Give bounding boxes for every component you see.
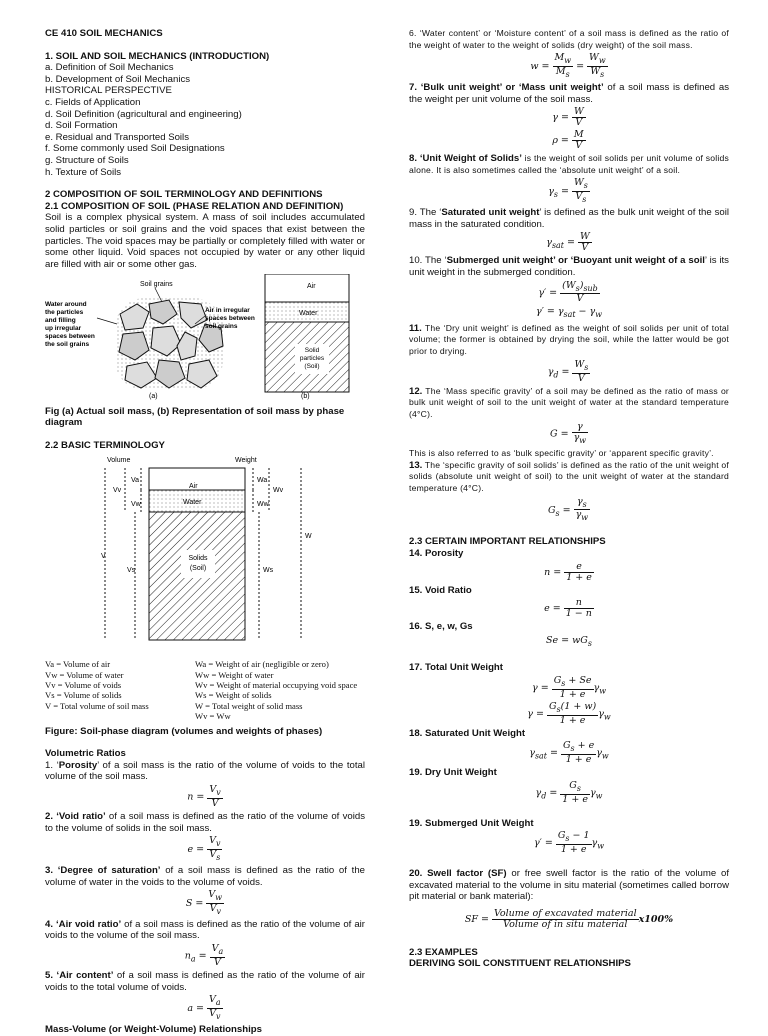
svg-text:and filling: and filling xyxy=(45,317,76,325)
phase-diagram-b xyxy=(265,274,349,400)
svg-text:Solids: Solids xyxy=(188,554,208,562)
svg-text:Wa: Wa xyxy=(257,476,268,484)
water-around-label xyxy=(45,301,95,348)
total-unit-weight-relation-1: γ = $\frac{G_s + Se}{1 + e}$ $\gamma_w$ xyxy=(532,674,606,700)
soil-grains-label: Soil grains xyxy=(140,281,173,289)
water-content-equation: w = $\frac{M_w}{M_s}$ = $\frac{W_w}{W_s}$ xyxy=(530,52,606,79)
section-1-list xyxy=(45,62,365,178)
examples-title: 2.3 EXAMPLES xyxy=(409,946,478,958)
bulk-unit-weight-equation: γ = $\frac{W}{V}$ xyxy=(552,106,584,129)
solids-unit-weight-equation: $\gamma_s$ = $\frac{W_s}{V_s}$ xyxy=(548,177,588,205)
para-12: 12. The ‘Mass specific gravity’ of a soil may be defined as the ratio of mass or bulk unit weight of soil to the unit weight of water at the standard temperature (4°C). xyxy=(409,385,729,419)
soil-mass-figure xyxy=(45,274,365,400)
submerged-equation-1: γ′ = $\frac{(W_s)_{sub}}{V}$ xyxy=(538,279,598,305)
para-12-note: This is also referred to as ‘bulk specific gravity’ or ‘apparent specific gravity’. xyxy=(409,448,714,459)
void-ratio-equation: e = $\frac{V_v}{V_s}$ xyxy=(187,835,221,862)
svg-text:soil grains: soil grains xyxy=(205,323,238,331)
density-equation: ρ = $\frac{M}{V}$ xyxy=(552,129,584,152)
list-item: g. Structure of Soils xyxy=(45,154,129,166)
figure-a-label: (a) xyxy=(149,393,158,401)
svg-text:particles: particles xyxy=(299,355,325,363)
para-8: 8. ‘Unit Weight of Solids’ is the weight of soil solids per unit volume of solids alone. It is also sometimes called the ‘absolute unit weight’ of a soil. xyxy=(409,153,729,175)
svg-text:the soil grains: the soil grains xyxy=(45,341,90,349)
svg-text:W: W xyxy=(305,532,312,540)
air-content-equation: a = $\frac{V_a}{V_v}$ xyxy=(187,994,221,1021)
svg-text:Vw: Vw xyxy=(131,500,141,508)
figure-1-caption: Fig (a) Actual soil mass, (b) Representation of soil mass by phase diagram xyxy=(45,405,345,429)
para-11: 11. The ‘Dry unit weight’ is defined as the weight of soil solids per unit of total volume; the former is obtained by drying the soil, while the latter would be got prior to drying. xyxy=(409,322,729,357)
submerged-relation: γ′ = $\frac{G_s - 1}{1 + e}$ $\gamma_w$ xyxy=(533,830,604,856)
course-title: CE 410 SOIL MECHANICS xyxy=(45,28,163,39)
figure-b-label: (b) xyxy=(301,393,310,401)
section-2-1-title: 2.1 COMPOSITION OF SOIL (PHASE RELATION AND DEFINITION) xyxy=(45,200,344,212)
svg-text:Volume: Volume xyxy=(107,456,131,464)
examples-subtitle: DERIVING SOIL CONSTITUENT RELATIONSHIPS xyxy=(409,958,631,970)
dry-relation: $\gamma_d$ = $\frac{G_s}{1 + e}$ $\gamma_w$ xyxy=(535,779,603,805)
para-10: 10. The ‘Submerged unit weight’ or ‘Buoyant unit weight of a soil’ is its unit weight in the submerged condition. xyxy=(409,255,729,278)
svg-text:Ww: Ww xyxy=(257,500,269,508)
list-item: h. Texture of Soils xyxy=(45,166,122,178)
para-20: 20. Swell factor (SF) or free swell factor is the ratio of the volume of excavated material to the volume in situ material (sometimes called borrow pit material or bank material): xyxy=(409,868,729,903)
para-7: 7. ‘Bulk unit weight’ or ‘Mass unit weight’ of a soil mass is defined as the weight per unit volume of the soil mass. xyxy=(409,81,729,105)
svg-text:spaces between: spaces between xyxy=(45,333,95,341)
list-item: d. Soil Formation xyxy=(45,120,118,132)
svg-text:Air: Air xyxy=(189,482,198,490)
svg-text:V: V xyxy=(101,552,106,560)
ratio-2: 2. ‘Void ratio’ of a soil mass is defined as the ratio of the volume of voids to the volume of solids in the soil mass. xyxy=(45,810,365,834)
air-void-equation: $n_a$ = $\frac{V_a}{V}$ xyxy=(184,943,224,968)
para-6: 6. ‘Water content’ or ‘Moisture content’ of a soil mass is defined as the ratio of the weight of water to the weight of solids (dry weight) of the soil mass. xyxy=(409,28,729,50)
specific-gravity-solids-equation: $G_s$ = $\frac{\gamma_s}{\gamma_w}$ xyxy=(547,495,589,523)
ratio-4: 4. ‘Air void ratio’ of a soil mass is defined as the ratio of the volume of air voids to the volume of the soil mass. xyxy=(45,918,365,942)
ratio-1: 1. ‘Porosity’ of a soil mass is the ratio of the volume of voids to the total volume of the soil mass. xyxy=(45,759,365,783)
svg-text:(Soil): (Soil) xyxy=(189,564,207,572)
svg-text:(Soil): (Soil) xyxy=(304,363,320,371)
dry-unit-weight-equation: $\gamma_d$ = $\frac{W_s}{V}$ xyxy=(547,358,589,384)
water-label: Water xyxy=(299,310,318,318)
saturation-equation: S = $\frac{V_w}{V_v}$ xyxy=(185,889,223,916)
list-item: HISTORICAL PERSPECTIVE xyxy=(45,85,172,97)
heading-19b: 19. Submerged Unit Weight xyxy=(409,817,534,829)
section-2-1-text: Soil is a complex physical system. A mass of soil includes accumulated solid particles or soil grains and the void spaces that exist between the particles. The void spaces may be partially or completely filled with water or some other liquid. Void spaces not occupied by water or any other liquid are filled with air or some other gas. xyxy=(45,212,365,270)
para-9: 9. The ‘Saturated unit weight’ is defined as the bulk unit weight of the soil mass in the saturated condition. xyxy=(409,207,730,230)
section-2-2-title: 2.2 BASIC TERMINOLOGY xyxy=(45,440,165,452)
svg-text:Weight: Weight xyxy=(235,456,257,464)
porosity-relation: n = $\frac{e}{1 + e}$ xyxy=(544,560,592,583)
saturated-unit-weight-equation: $\gamma_{sat}$ = $\frac{W}{V}$ xyxy=(546,231,590,254)
mass-volume-title: Mass-Volume (or Weight-Volume) Relationships xyxy=(45,1023,262,1035)
ratio-5: 5. ‘Air content’ of a soil mass is defined as the ratio of the volume of air voids to the total volume of voids. xyxy=(45,969,365,993)
svg-text:Solid: Solid xyxy=(304,347,320,355)
svg-text:Ws: Ws xyxy=(263,566,274,574)
list-item: b. Development of Soil Mechanics xyxy=(45,73,191,85)
submerged-equation-2: $\gamma' = \gamma_{sat} - \gamma_w$ xyxy=(536,306,602,320)
svg-text:up irregular: up irregular xyxy=(45,325,82,333)
list-item: a. Definition of Soil Mechanics xyxy=(45,62,174,74)
phase-legend: Va = Volume of air Wa = Weight of air (negligible or zero) Vw = Volume of water Ww = Weight of water Vv = Volume of voids Wv = Weight of material occupying void space Vs = Volume of solids Ws = Weight of solids V = Total volume of soil mass W = Total weight of solid mass Wv = Ww xyxy=(45,659,358,722)
svg-text:Vs: Vs xyxy=(127,566,136,574)
list-item: e. Residual and Transported Soils xyxy=(45,131,189,143)
section-2-3-title: 2.3 CERTAIN IMPORTANT RELATIONSHIPS xyxy=(409,536,606,548)
svg-text:Air in irregular: Air in irregular xyxy=(205,307,250,315)
porosity-equation: n = $\frac{V_v}{V}$ xyxy=(187,784,221,809)
ratio-3: 3. ‘Degree of saturation’ of a soil mass is defined as the ratio of the volume of water in the voids to the volume of voids. xyxy=(45,864,365,888)
heading-18: 18. Saturated Unit Weight xyxy=(409,727,526,739)
void-ratio-relation: e = $\frac{n}{1 - n}$ xyxy=(544,597,592,620)
list-item: c. Fields of Application xyxy=(45,96,141,108)
soil-phase-diagram xyxy=(45,454,365,654)
para-13: 13. The ‘specific gravity of soil solids’ is defined as the ratio of the unit weight of solids (absolute unit weight of soil) to the unit weight of water at the standard temperature (4°C). xyxy=(409,459,729,493)
svg-text:Vv: Vv xyxy=(113,486,122,494)
list-item: d. Soil Definition (agricultural and engineering) xyxy=(45,108,242,120)
saturated-relation: $\gamma_{sat}$ = $\frac{G_s + e}{1 + e}$ $\gamma_w$ xyxy=(529,740,609,766)
svg-text:Va: Va xyxy=(131,476,140,484)
svg-text:the particles: the particles xyxy=(45,309,84,317)
right-column xyxy=(409,28,729,970)
sewg-relation: $Se = wG_s$ xyxy=(546,634,592,648)
section-1-title: 1. SOIL AND SOIL MECHANICS (INTRODUCTION) xyxy=(45,50,270,62)
volumetric-ratios-title: Volumetric Ratios xyxy=(45,748,126,760)
svg-text:Water around: Water around xyxy=(45,301,87,309)
mass-specific-gravity-equation: G = $\frac{\gamma}{\gamma_w}$ xyxy=(549,421,587,446)
list-item: f. Some commonly used Soil Designations xyxy=(45,143,225,155)
swell-factor-equation: SF = $\frac{\text{Volume of excavated material}}{\text{Volume of in situ material}}$ x100% xyxy=(464,907,674,930)
air-irregular-label xyxy=(205,307,255,330)
svg-text:spaces between: spaces between xyxy=(205,315,255,323)
heading-14: 14. Porosity xyxy=(409,547,464,559)
heading-15: 15. Void Ratio xyxy=(409,584,472,596)
svg-text:Water: Water xyxy=(183,498,202,506)
heading-16: 16. S, e, w, Gs xyxy=(409,621,473,633)
left-column xyxy=(45,28,365,1036)
total-unit-weight-relation-2: γ = $\frac{G_s(1 + w)}{1 + e}$ $\gamma_w$ xyxy=(527,700,611,726)
air-label: Air xyxy=(307,283,316,291)
svg-text:Wv: Wv xyxy=(273,486,284,494)
section-2-title: 2 COMPOSITION OF SOIL TERMINOLOGY AND DEFINITIONS xyxy=(45,189,323,201)
heading-19: 19. Dry Unit Weight xyxy=(409,767,497,779)
heading-17: 17. Total Unit Weight xyxy=(409,662,503,674)
figure-2-caption: Figure: Soil-phase diagram (volumes and weights of phases) xyxy=(45,725,323,737)
